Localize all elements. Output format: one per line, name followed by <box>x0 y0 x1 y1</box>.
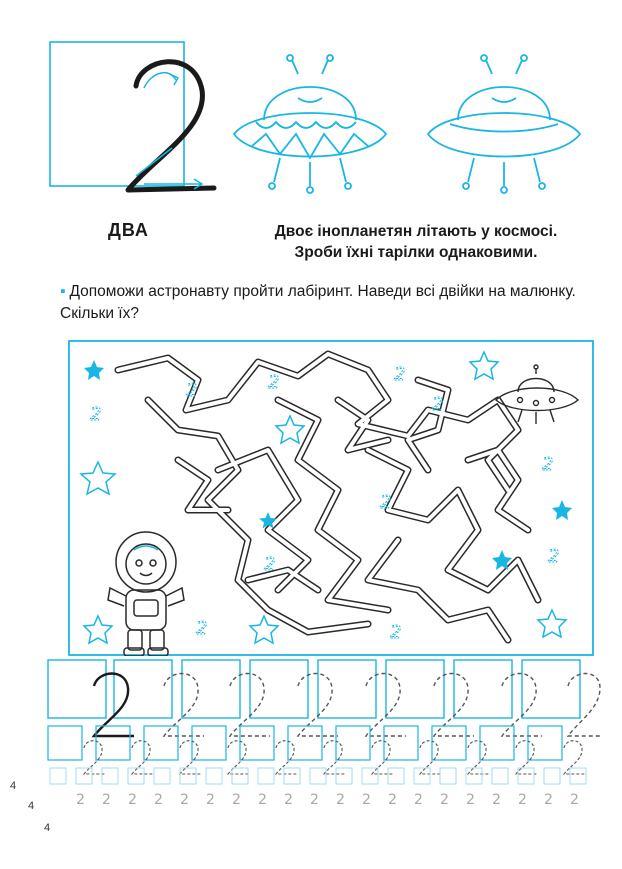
hidden-two: 2 <box>268 372 280 393</box>
ufo-icon-blank <box>428 55 580 193</box>
ufo-icon <box>234 55 386 193</box>
task-instruction <box>60 281 580 325</box>
svg-text:2: 2 <box>336 792 345 808</box>
task-text: Допоможи астронавту пройти лабіринт. Наведи всі двійки на малюнку. Скільки їх? <box>60 283 576 322</box>
caption-line-1: Двоє інопланетян літають у космосі. <box>274 223 558 240</box>
hidden-two: 2 <box>186 380 198 401</box>
svg-text:2: 2 <box>284 792 293 808</box>
hidden-two: 2 <box>380 492 392 513</box>
svg-text:2: 2 <box>310 792 319 808</box>
hidden-two: 2 <box>264 554 276 575</box>
svg-text:2: 2 <box>232 792 241 808</box>
page-number: 4 <box>44 822 51 834</box>
svg-text:2: 2 <box>544 792 553 808</box>
svg-text:2: 2 <box>180 792 189 808</box>
page-number: 4 <box>10 780 17 792</box>
svg-text:2: 2 <box>466 792 475 808</box>
svg-text:2: 2 <box>362 792 371 808</box>
big-digit-graphic <box>44 38 224 198</box>
task-bullet: ▪ <box>60 283 66 300</box>
svg-text:2: 2 <box>76 792 85 808</box>
practice-row-small <box>50 768 586 784</box>
hidden-two: 2 <box>90 404 102 425</box>
hidden-two: 2 <box>432 394 444 415</box>
trace-twos-large <box>164 674 600 737</box>
svg-text:2: 2 <box>518 792 527 808</box>
svg-text:2: 2 <box>440 792 449 808</box>
hidden-two: 2 <box>542 454 554 475</box>
svg-text:2: 2 <box>570 792 579 808</box>
hidden-two: 2 <box>394 364 406 385</box>
trace-twos-medium <box>84 741 586 774</box>
practice-rows <box>44 656 604 812</box>
digit-word: ДВА <box>108 220 149 240</box>
hidden-two: 2 <box>196 618 208 639</box>
ufo-pair <box>226 54 610 204</box>
svg-text:2: 2 <box>154 792 163 808</box>
svg-text:2: 2 <box>206 792 215 808</box>
trace-twos-small <box>76 792 579 808</box>
caption-line-2: Зроби їхні тарілки однаковими. <box>294 244 538 261</box>
svg-text:2: 2 <box>388 792 397 808</box>
page-number: 4 <box>28 800 35 812</box>
svg-text:2: 2 <box>258 792 267 808</box>
svg-text:2: 2 <box>492 792 501 808</box>
maze-panel <box>68 340 594 656</box>
svg-text:2: 2 <box>414 792 423 808</box>
caption <box>222 221 610 263</box>
hidden-two: 2 <box>548 546 560 567</box>
svg-text:2: 2 <box>102 792 111 808</box>
svg-text:2: 2 <box>128 792 137 808</box>
hidden-two: 2 <box>390 622 402 643</box>
